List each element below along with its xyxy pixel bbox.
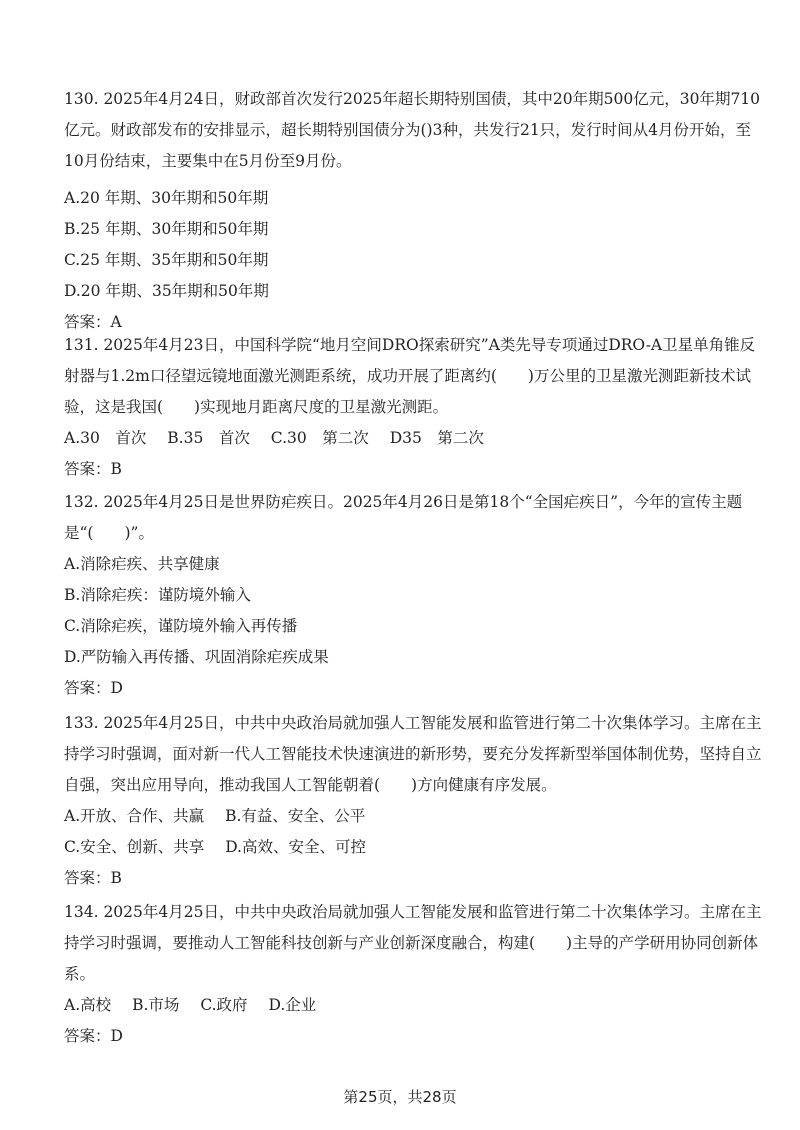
option-b: B.消除疟疾：谨防境外输入 [64,586,251,604]
option-c: C.政府 [200,996,248,1014]
options-row [64,801,764,832]
option-a: A.高校 [64,996,112,1014]
question-stem: 131. 2025年4月23日，中国科学院“地月空间DRO探索研究”A类先导专项通过DRO-A卫星单角锥反射器与1.2m口径望远镜地面激光测距系统，成功开展了距离约( )万公里的卫星激光测距新技术试验，这是我国( )实现地月距离尺度的卫星激光测距。 [64,336,756,416]
option-d: D.严防输入再传播、巩固消除疟疾成果 [64,648,329,666]
option-a: A.消除疟疾、共享健康 [64,555,220,573]
question-134 [64,897,764,1052]
option-d: D35 第二次 [389,429,484,447]
answer: 答案：B [64,869,122,887]
question-130 [64,84,764,338]
page-footer: 第25页，共28页 [343,1088,457,1106]
option-d: D.20 年期、35年期和50年期 [64,282,269,300]
answer: 答案：D [64,679,123,697]
option-c: C.30 第二次 [270,429,369,447]
option-d: D.高效、安全、可控 [225,838,366,856]
answer: 答案：D [64,1027,123,1045]
options-row [64,990,764,1021]
option-c: C.消除疟疾，谨防境外输入再传播 [64,617,298,635]
question-131 [64,330,764,485]
option-a: A.开放、合作、共赢 [64,807,205,825]
question-stem: 134. 2025年4月25日，中共中央政治局就加强人工智能发展和监管进行第二十次集体学习。主席在主持学习时强调，要推动人工智能科技创新与产业创新深度融合，构建( )主导的产学研用协同创新体系。 [64,903,762,983]
question-132 [64,487,764,704]
option-d: D.企业 [268,996,317,1014]
question-stem: 132. 2025年4月25日是世界防疟疾日。2025年4月26日是第18个“全国疟疾日”，今年的宣传主题是“( )”。 [64,493,743,542]
option-b: B.市场 [132,996,180,1014]
options-row [64,832,764,863]
option-c: C.安全、创新、共享 [64,838,205,856]
question-stem: 133. 2025年4月25日，中共中央政治局就加强人工智能发展和监管进行第二十次集体学习。主席在主持学习时强调，面对新一代人工智能技术快速演进的新形势，要充分发挥新型举国体制优势，坚持自立自强，突出应用导向，推动我国人工智能朝着( )方向健康有序发展。 [64,714,762,794]
option-b: B.35 首次 [167,429,250,447]
answer: 答案：A [64,313,122,331]
option-c: C.25 年期、35年期和50年期 [64,251,269,269]
options-row [64,423,764,454]
option-b: B.有益、安全、公平 [225,807,366,825]
option-a: A.20 年期、30年期和50年期 [64,189,269,207]
answer: 答案：B [64,460,122,478]
option-a: A.30 首次 [64,429,147,447]
option-b: B.25 年期、30年期和50年期 [64,220,269,238]
question-133 [64,708,764,894]
question-stem: 130. 2025年4月24日，财政部首次发行2025年超长期特别国债，其中20年期500亿元，30年期710亿元。财政部发布的安排显示，超长期特别国债分为()3种，共发行21只，发行时间从4月份开始，至10月份结束，主要集中在5月份至9月份。 [64,90,761,170]
